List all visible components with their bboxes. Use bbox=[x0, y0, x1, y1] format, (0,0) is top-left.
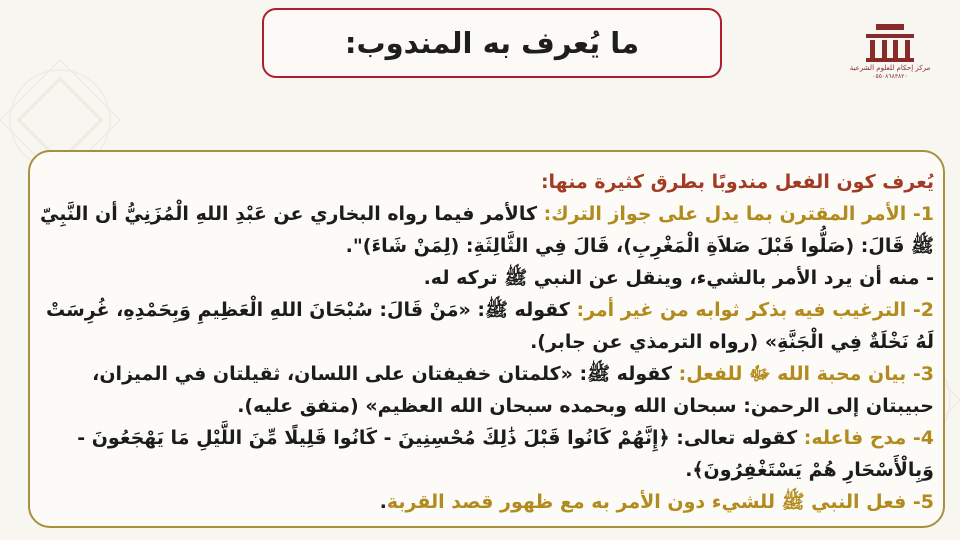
item-1-heading: 1- الأمر المقترن بما يدل على جواز الترك: bbox=[543, 203, 934, 225]
item-2-body: كقوله ﷺ: «مَنْ قَالَ: سُبْحَانَ اللهِ الْعَظِيمِ وَبِحَمْدِهِ، غُرِسَتْ لَهُ نَخْلَةٌ فِي الْجَنَّةِ» (رواه الترمذي عن جابر). bbox=[45, 299, 934, 353]
slide-title: ما يُعرف به المندوب: bbox=[344, 26, 640, 60]
item-5 bbox=[38, 486, 934, 518]
logo-subtitle: مركز إحكام للعلوم الشرعية bbox=[849, 64, 931, 72]
item-4 bbox=[38, 422, 934, 486]
intro-line: يُعرف كون الفعل مندوبًا بطرق كثيرة منها: bbox=[540, 171, 934, 193]
title-box bbox=[262, 8, 722, 78]
item-4-body: كقوله تعالى: ﴿إِنَّهُمْ كَانُوا قَبْلَ ذَٰلِكَ مُحْسِنِينَ - كَانُوا قَلِيلًا مِّنَ اللَّيْلِ مَا يَهْجَعُونَ - وَبِالْأَسْحَارِ هُمْ يَسْتَغْفِرُونَ﴾. bbox=[77, 427, 934, 481]
item-3-heading: 3- بيان محبة الله ﷻ للفعل: bbox=[678, 363, 934, 385]
logo-number: ٠٥٥٠٨٦٨٣٨٢٠ bbox=[872, 73, 908, 80]
item-3 bbox=[38, 358, 934, 422]
item-4-heading: 4- مدح فاعله: bbox=[803, 427, 934, 449]
item-5-body: . bbox=[379, 491, 387, 513]
item-3-body: كقوله ﷺ: «كلمتان خفيفتان على اللسان، ثقيلتان في الميزان، حبيبتان إلى الرحمن: سبحان الله وبحمده سبحان الله العظيم» (متفق عليه). bbox=[92, 363, 934, 417]
item-1-body: كالأمر فيما رواه البخاري عن عَبْدِ اللهِ الْمُزَنِيُّ أن النَّبِيّ ﷺ قَالَ: (صَلُّوا قَبْلَ صَلاَةِ الْمَغْرِبِ)، قَالَ فِي الثَّالِثَةِ: (لِمَنْ شَاءَ)". bbox=[40, 203, 934, 257]
item-1-note: - منه أن يرد الأمر بالشيء، وينقل عن النبي ﷺ تركه له. bbox=[423, 267, 934, 289]
logo bbox=[840, 22, 940, 96]
item-2 bbox=[38, 294, 934, 358]
content-area bbox=[38, 166, 934, 518]
item-2-heading: 2- الترغيب فيه بذكر ثوابه من غير أمر: bbox=[576, 299, 934, 321]
ihkam-logo-icon bbox=[862, 22, 918, 64]
item-5-heading: 5- فعل النبي ﷺ للشيء دون الأمر به مع ظهور قصد القربة bbox=[386, 491, 934, 513]
item-1 bbox=[38, 198, 934, 262]
